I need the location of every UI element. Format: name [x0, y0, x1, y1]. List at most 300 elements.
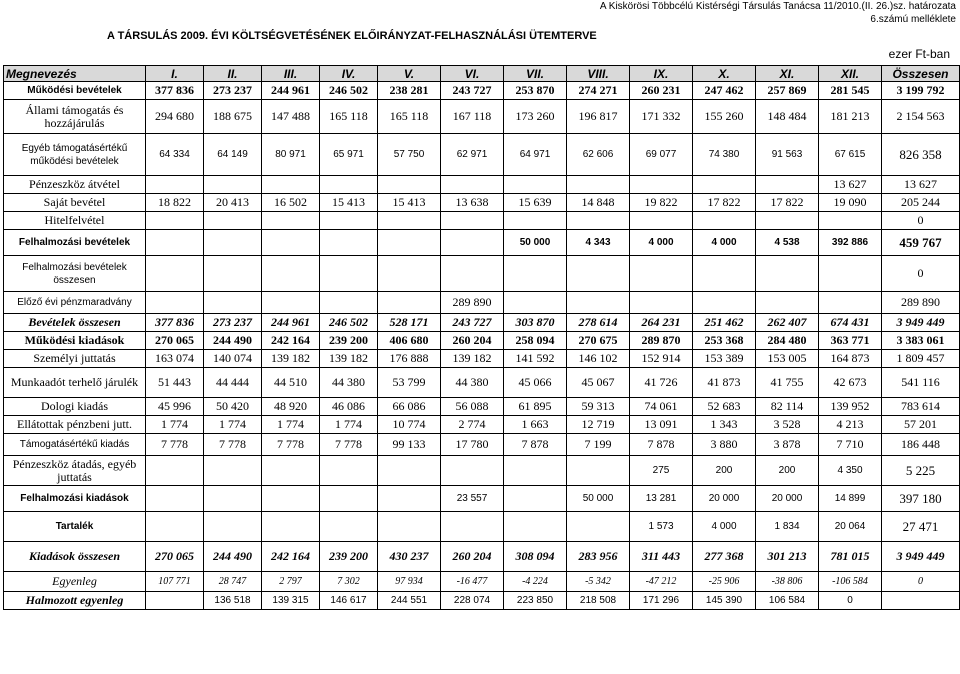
table-cell — [567, 292, 630, 314]
row-label: Hitelfelvétel — [4, 212, 146, 230]
table-cell — [378, 256, 441, 292]
table-cell: 196 817 — [567, 100, 630, 134]
table-cell: 107 771 — [146, 572, 204, 592]
row-label: Egyéb támogatásértékű működési bevételek — [4, 134, 146, 176]
table-cell: 45 067 — [567, 368, 630, 398]
table-cell: 65 971 — [320, 134, 378, 176]
table-cell — [567, 212, 630, 230]
table-cell: 41 873 — [693, 368, 756, 398]
table-cell: 377 836 — [146, 82, 204, 100]
column-header: Összesen — [882, 66, 960, 82]
table-cell: 181 213 — [819, 100, 882, 134]
table-cell: 44 380 — [320, 368, 378, 398]
table-cell: 173 260 — [504, 100, 567, 134]
table-cell: 44 380 — [441, 368, 504, 398]
row-label: Halmozott egyenleg — [4, 592, 146, 610]
table-cell: 44 444 — [204, 368, 262, 398]
table-cell: 7 878 — [504, 434, 567, 456]
table-cell: 28 747 — [204, 572, 262, 592]
table-cell: 139 315 — [262, 592, 320, 610]
table-cell: 91 563 — [756, 134, 819, 176]
table-cell: 19 822 — [630, 194, 693, 212]
column-header: VIII. — [567, 66, 630, 82]
table-cell: 146 102 — [567, 350, 630, 368]
table-cell — [146, 292, 204, 314]
table-cell: 46 086 — [320, 398, 378, 416]
table-cell: 239 200 — [320, 332, 378, 350]
table-cell — [146, 456, 204, 486]
table-cell — [567, 176, 630, 194]
table-cell: 186 448 — [882, 434, 960, 456]
table-cell: 246 502 — [320, 314, 378, 332]
table-cell — [378, 230, 441, 256]
table-cell: 1 774 — [320, 416, 378, 434]
table-cell: 164 873 — [819, 350, 882, 368]
table-cell — [504, 486, 567, 512]
table-cell — [504, 512, 567, 542]
column-header: V. — [378, 66, 441, 82]
table-cell: 218 508 — [567, 592, 630, 610]
table-cell: 273 237 — [204, 314, 262, 332]
table-cell: 251 462 — [693, 314, 756, 332]
table-cell: 4 213 — [819, 416, 882, 434]
table-cell: 283 956 — [567, 542, 630, 572]
table-cell: 7 199 — [567, 434, 630, 456]
table-cell: 826 358 — [882, 134, 960, 176]
table-cell: 50 000 — [504, 230, 567, 256]
row-label: Felhalmozási bevételek — [4, 230, 146, 256]
table-cell: 239 200 — [320, 542, 378, 572]
table-cell: 253 870 — [504, 82, 567, 100]
table-cell: 74 061 — [630, 398, 693, 416]
row-label: Munkaadót terhelő járulék — [4, 368, 146, 398]
table-cell: 64 971 — [504, 134, 567, 176]
table-cell: 406 680 — [378, 332, 441, 350]
table-row — [4, 314, 960, 332]
table-cell: 4 000 — [630, 230, 693, 256]
table-cell — [630, 292, 693, 314]
column-header: IX. — [630, 66, 693, 82]
table-row — [4, 292, 960, 314]
table-cell: 10 774 — [378, 416, 441, 434]
table-cell — [204, 212, 262, 230]
table-cell: 244 961 — [262, 314, 320, 332]
table-cell: 139 182 — [262, 350, 320, 368]
table-cell: 4 538 — [756, 230, 819, 256]
table-cell: 106 584 — [756, 592, 819, 610]
table-cell: 2 774 — [441, 416, 504, 434]
row-label: Tartalék — [4, 512, 146, 542]
table-cell: 20 000 — [693, 486, 756, 512]
table-cell: 17 822 — [693, 194, 756, 212]
table-cell: -5 342 — [567, 572, 630, 592]
table-cell: -4 224 — [504, 572, 567, 592]
table-row — [4, 176, 960, 194]
table-cell — [262, 512, 320, 542]
table-cell: 20 000 — [756, 486, 819, 512]
table-cell: 62 606 — [567, 134, 630, 176]
table-row — [4, 486, 960, 512]
table-cell: 258 094 — [504, 332, 567, 350]
table-cell — [262, 486, 320, 512]
table-cell: 1 663 — [504, 416, 567, 434]
table-cell: 1 573 — [630, 512, 693, 542]
table-cell: 17 822 — [756, 194, 819, 212]
table-cell: 171 296 — [630, 592, 693, 610]
column-header: X. — [693, 66, 756, 82]
table-cell: 363 771 — [819, 332, 882, 350]
table-cell: 274 271 — [567, 82, 630, 100]
table-cell — [630, 256, 693, 292]
unit-label: ezer Ft-ban — [888, 47, 950, 61]
table-row — [4, 398, 960, 416]
table-cell — [262, 256, 320, 292]
table-cell: 82 114 — [756, 398, 819, 416]
table-row — [4, 100, 960, 134]
table-cell: 163 074 — [146, 350, 204, 368]
row-label: Személyi juttatás — [4, 350, 146, 368]
table-cell — [693, 176, 756, 194]
table-cell: 1 774 — [262, 416, 320, 434]
table-cell: 61 895 — [504, 398, 567, 416]
table-cell: 264 231 — [630, 314, 693, 332]
row-label: Állami támogatás és hozzájárulás — [4, 100, 146, 134]
table-row — [4, 212, 960, 230]
table-cell: 200 — [756, 456, 819, 486]
table-cell: 275 — [630, 456, 693, 486]
table-cell: 12 719 — [567, 416, 630, 434]
table-cell — [504, 292, 567, 314]
table-cell: 260 231 — [630, 82, 693, 100]
table-cell: 397 180 — [882, 486, 960, 512]
row-label: Ellátottak pénzbeni jutt. — [4, 416, 146, 434]
table-cell — [262, 456, 320, 486]
row-label: Támogatásértékű kiadás — [4, 434, 146, 456]
table-cell — [441, 256, 504, 292]
table-cell: 16 502 — [262, 194, 320, 212]
table-cell: 140 074 — [204, 350, 262, 368]
table-cell: 0 — [882, 572, 960, 592]
table-cell: 223 850 — [504, 592, 567, 610]
table-cell: 311 443 — [630, 542, 693, 572]
table-cell: 13 638 — [441, 194, 504, 212]
budget-table — [3, 65, 960, 610]
row-label: Működési kiadások — [4, 332, 146, 350]
table-row — [4, 416, 960, 434]
table-cell: 13 281 — [630, 486, 693, 512]
table-cell: 289 870 — [630, 332, 693, 350]
table-cell: 278 614 — [567, 314, 630, 332]
row-label: Kiadások összesen — [4, 542, 146, 572]
table-cell: 674 431 — [819, 314, 882, 332]
table-cell: 528 171 — [378, 314, 441, 332]
table-cell: 1 343 — [693, 416, 756, 434]
table-cell: 13 627 — [819, 176, 882, 194]
table-cell — [504, 256, 567, 292]
table-cell: 52 683 — [693, 398, 756, 416]
table-cell: 242 164 — [262, 542, 320, 572]
table-cell — [441, 176, 504, 194]
row-label: Egyenleg — [4, 572, 146, 592]
table-cell: 260 204 — [441, 542, 504, 572]
table-cell: 0 — [819, 592, 882, 610]
table-cell: 4 000 — [693, 512, 756, 542]
table-cell: 244 551 — [378, 592, 441, 610]
table-cell: -16 477 — [441, 572, 504, 592]
table-cell: 44 510 — [262, 368, 320, 398]
table-cell: 7 778 — [320, 434, 378, 456]
row-label: Előző évi pénzmaradvány — [4, 292, 146, 314]
table-cell: 48 920 — [262, 398, 320, 416]
table-row — [4, 194, 960, 212]
table-cell: 147 488 — [262, 100, 320, 134]
table-cell: 153 005 — [756, 350, 819, 368]
row-label: Pénzeszköz átadás, egyéb juttatás — [4, 456, 146, 486]
table-cell — [378, 176, 441, 194]
table-cell: 3 880 — [693, 434, 756, 456]
table-cell — [567, 456, 630, 486]
table-cell — [320, 230, 378, 256]
table-cell: 392 886 — [819, 230, 882, 256]
table-cell: 430 237 — [378, 542, 441, 572]
table-cell: 242 164 — [262, 332, 320, 350]
table-cell: 270 065 — [146, 542, 204, 572]
table-cell — [441, 456, 504, 486]
table-cell — [262, 292, 320, 314]
table-cell: 228 074 — [441, 592, 504, 610]
table-cell: 781 015 — [819, 542, 882, 572]
table-cell: 66 086 — [378, 398, 441, 416]
table-cell: 783 614 — [882, 398, 960, 416]
table-cell — [204, 176, 262, 194]
table-cell — [693, 292, 756, 314]
table-cell: -25 906 — [693, 572, 756, 592]
table-cell: 57 750 — [378, 134, 441, 176]
table-cell: 136 518 — [204, 592, 262, 610]
table-cell: 59 313 — [567, 398, 630, 416]
table-cell: 541 116 — [882, 368, 960, 398]
table-cell — [146, 230, 204, 256]
table-cell — [441, 212, 504, 230]
table-row — [4, 512, 960, 542]
table-cell: -106 584 — [819, 572, 882, 592]
table-cell: 20 064 — [819, 512, 882, 542]
column-header: IV. — [320, 66, 378, 82]
table-cell: 459 767 — [882, 230, 960, 256]
row-label: Működési bevételek — [4, 82, 146, 100]
table-cell: 27 471 — [882, 512, 960, 542]
table-cell: 15 639 — [504, 194, 567, 212]
table-cell: 45 996 — [146, 398, 204, 416]
table-cell: 139 182 — [320, 350, 378, 368]
table-cell — [378, 512, 441, 542]
table-cell: 64 334 — [146, 134, 204, 176]
table-cell — [819, 292, 882, 314]
table-cell: 23 557 — [441, 486, 504, 512]
table-cell — [204, 256, 262, 292]
table-cell: 262 407 — [756, 314, 819, 332]
table-cell — [262, 212, 320, 230]
table-cell: 14 848 — [567, 194, 630, 212]
table-cell — [204, 512, 262, 542]
table-cell — [320, 212, 378, 230]
table-cell: 4 350 — [819, 456, 882, 486]
table-cell: 244 490 — [204, 542, 262, 572]
row-label: Pénzeszköz átvétel — [4, 176, 146, 194]
table-cell: 205 244 — [882, 194, 960, 212]
table-cell: 67 615 — [819, 134, 882, 176]
table-cell: 1 834 — [756, 512, 819, 542]
table-cell — [441, 230, 504, 256]
column-header: XII. — [819, 66, 882, 82]
table-cell: 7 302 — [320, 572, 378, 592]
table-cell: 146 617 — [320, 592, 378, 610]
table-cell: 139 952 — [819, 398, 882, 416]
table-cell: 238 281 — [378, 82, 441, 100]
row-label: Felhalmozási bevételek összesen — [4, 256, 146, 292]
table-cell: 41 726 — [630, 368, 693, 398]
table-row — [4, 230, 960, 256]
table-cell — [146, 176, 204, 194]
table-cell: 244 961 — [262, 82, 320, 100]
table-cell — [204, 230, 262, 256]
table-cell — [756, 212, 819, 230]
table-cell: 97 934 — [378, 572, 441, 592]
table-cell — [504, 212, 567, 230]
table-row — [4, 592, 960, 610]
table-cell — [378, 486, 441, 512]
table-cell — [262, 230, 320, 256]
table-cell: 64 149 — [204, 134, 262, 176]
table-cell: 53 799 — [378, 368, 441, 398]
table-cell: 56 088 — [441, 398, 504, 416]
table-cell: 260 204 — [441, 332, 504, 350]
table-row — [4, 456, 960, 486]
table-cell: 145 390 — [693, 592, 756, 610]
table-cell: 167 118 — [441, 100, 504, 134]
table-cell: 281 545 — [819, 82, 882, 100]
column-header: III. — [262, 66, 320, 82]
table-cell: 18 822 — [146, 194, 204, 212]
table-cell: 270 065 — [146, 332, 204, 350]
table-cell: 7 778 — [204, 434, 262, 456]
table-cell: 247 462 — [693, 82, 756, 100]
page-title: A TÁRSULÁS 2009. ÉVI KÖLTSÉGVETÉSÉNEK ELŐIRÁNYZAT-FELHASZNÁLÁSI ÜTEMTERVE — [107, 30, 597, 42]
table-cell: 284 480 — [756, 332, 819, 350]
table-cell: 165 118 — [378, 100, 441, 134]
table-cell: 7 778 — [262, 434, 320, 456]
table-cell — [146, 486, 204, 512]
table-cell: 74 380 — [693, 134, 756, 176]
table-cell — [146, 256, 204, 292]
column-header: VI. — [441, 66, 504, 82]
column-header: VII. — [504, 66, 567, 82]
table-cell — [146, 592, 204, 610]
table-cell: 20 413 — [204, 194, 262, 212]
table-cell — [320, 486, 378, 512]
table-cell: 270 675 — [567, 332, 630, 350]
table-row — [4, 134, 960, 176]
table-cell — [262, 176, 320, 194]
row-label: Dologi kiadás — [4, 398, 146, 416]
table-row — [4, 256, 960, 292]
table-cell: 273 237 — [204, 82, 262, 100]
table-cell: 7 878 — [630, 434, 693, 456]
table-cell: 3 528 — [756, 416, 819, 434]
table-cell: 3 199 792 — [882, 82, 960, 100]
table-cell — [146, 512, 204, 542]
table-cell: 289 890 — [441, 292, 504, 314]
reference-note — [600, 0, 956, 26]
table-cell: 0 — [882, 256, 960, 292]
table-cell — [204, 292, 262, 314]
row-label: Bevételek összesen — [4, 314, 146, 332]
table-cell — [567, 256, 630, 292]
table-cell — [320, 176, 378, 194]
table-cell: 50 000 — [567, 486, 630, 512]
table-row — [4, 572, 960, 592]
table-cell — [882, 592, 960, 610]
table-cell: 303 870 — [504, 314, 567, 332]
column-header: II. — [204, 66, 262, 82]
table-cell: 13 627 — [882, 176, 960, 194]
column-header: XI. — [756, 66, 819, 82]
table-cell — [204, 486, 262, 512]
table-cell: 3 949 449 — [882, 314, 960, 332]
row-label: Felhalmozási kiadások — [4, 486, 146, 512]
table-cell: 17 780 — [441, 434, 504, 456]
table-cell: 45 066 — [504, 368, 567, 398]
table-cell — [146, 212, 204, 230]
table-cell: 155 260 — [693, 100, 756, 134]
table-cell: 277 368 — [693, 542, 756, 572]
table-cell: 51 443 — [146, 368, 204, 398]
table-cell: 1 774 — [204, 416, 262, 434]
table-cell: 148 484 — [756, 100, 819, 134]
table-cell — [756, 292, 819, 314]
table-row — [4, 332, 960, 350]
table-cell: 80 971 — [262, 134, 320, 176]
table-cell — [630, 176, 693, 194]
table-cell — [630, 212, 693, 230]
table-cell: 15 413 — [320, 194, 378, 212]
table-cell — [378, 212, 441, 230]
table-cell: 3 878 — [756, 434, 819, 456]
table-cell: 15 413 — [378, 194, 441, 212]
table-row — [4, 350, 960, 368]
table-cell — [320, 456, 378, 486]
table-cell: 5 225 — [882, 456, 960, 486]
table-cell: 301 213 — [756, 542, 819, 572]
column-header: I. — [146, 66, 204, 82]
table-cell: 188 675 — [204, 100, 262, 134]
table-cell: 3 949 449 — [882, 542, 960, 572]
table-cell — [504, 456, 567, 486]
table-cell — [504, 176, 567, 194]
table-header-row — [4, 66, 960, 82]
table-cell: 289 890 — [882, 292, 960, 314]
table-cell: 246 502 — [320, 82, 378, 100]
table-cell: -47 212 — [630, 572, 693, 592]
table-cell: 253 368 — [693, 332, 756, 350]
row-label: Saját bevétel — [4, 194, 146, 212]
table-cell: 308 094 — [504, 542, 567, 572]
table-cell: 1 774 — [146, 416, 204, 434]
table-cell: 200 — [693, 456, 756, 486]
table-cell — [819, 212, 882, 230]
table-cell — [378, 292, 441, 314]
table-cell: 4 343 — [567, 230, 630, 256]
